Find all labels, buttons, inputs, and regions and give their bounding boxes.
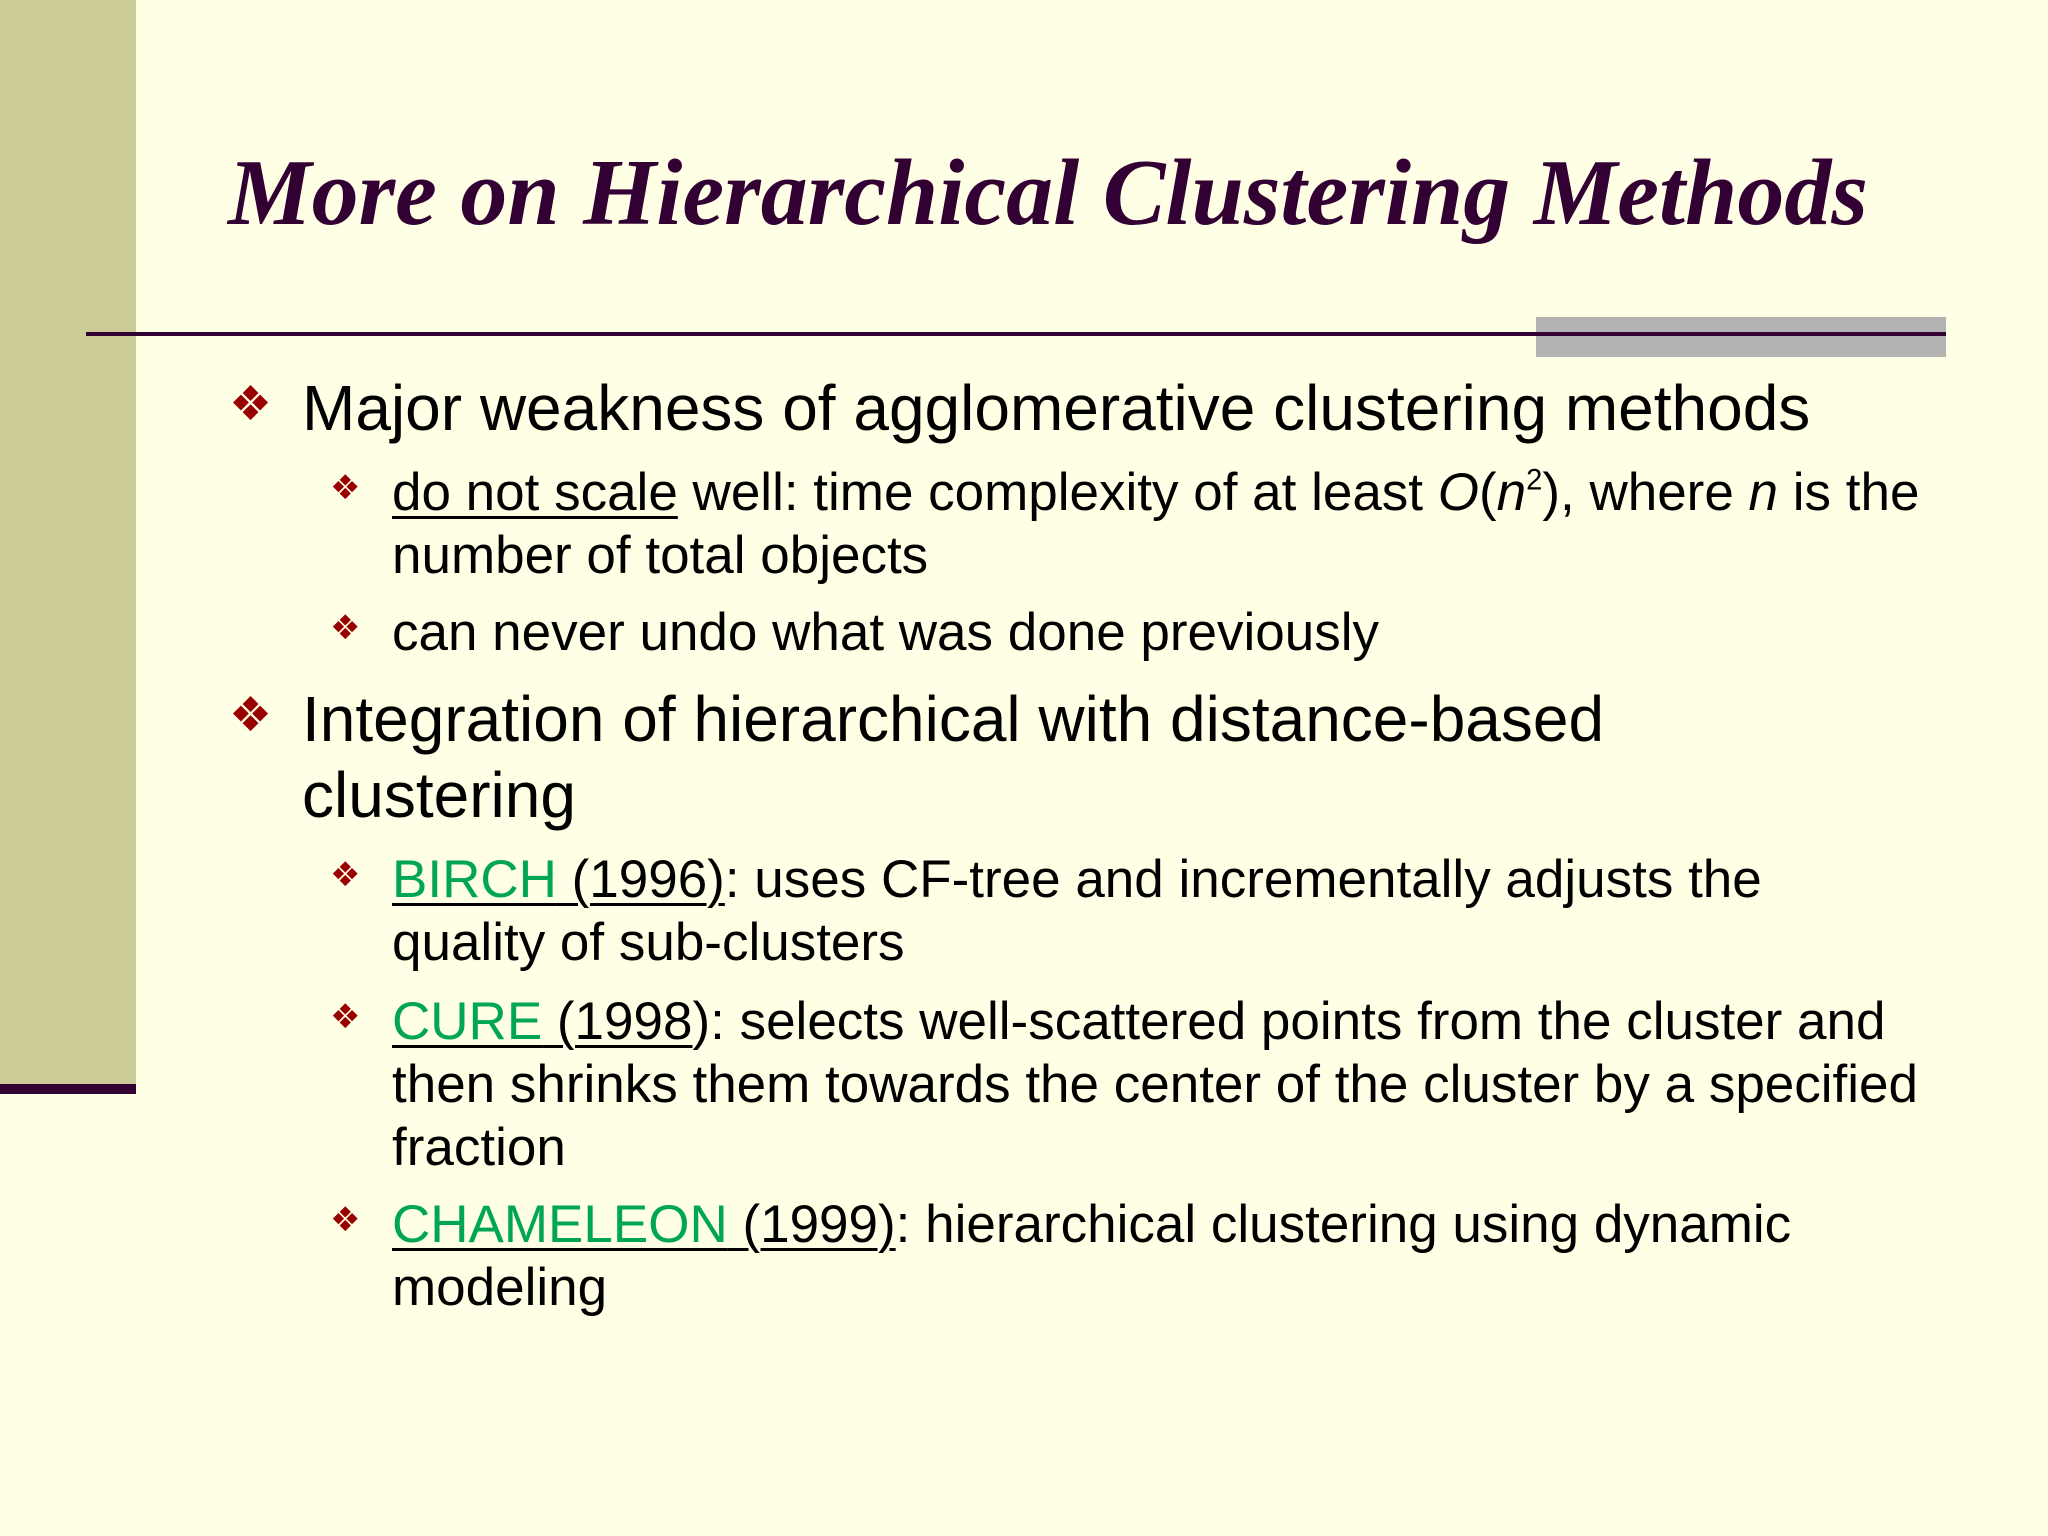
diamond-quad-bullet-icon: ❖: [330, 997, 361, 1037]
slide-title: More on Hierarchical Clustering Methods: [228, 141, 1868, 245]
diamond-quad-bullet-icon: ❖: [330, 468, 361, 508]
diamond-quad-bullet-icon: ❖: [330, 1200, 361, 1240]
sub-bullet-cure: ❖ CURE (1998): selects well-scattered points from the cluster and then shrinks them towards the center of the cluster by a specified fraction: [330, 992, 1919, 1177]
bullet-integration: ❖ Integration of hierarchical with distance-based clustering: [229, 683, 1605, 831]
diamond-quad-bullet-icon: ❖: [330, 855, 361, 895]
bullet-weakness: ❖ Major weakness of agglomerative clustering methods: [229, 372, 1811, 444]
sub-bullet-chameleon: ❖ CHAMELEON (1999): hierarchical clustering using dynamic modeling: [330, 1195, 1792, 1317]
diamond-quad-bullet-icon: ❖: [330, 608, 361, 648]
sub-bullet-birch: ❖ BIRCH (1996): uses CF-tree and incrementally adjusts the quality of sub-clusters: [330, 850, 1762, 972]
sub-bullet-scale: ❖ do not scale well: time complexity of at least $O(n^2)$, where n is the number of total objects: [330, 463, 1920, 585]
diamond-quad-bullet-icon: ❖: [229, 376, 273, 432]
cure-link[interactable]: CURE: [392, 992, 543, 1051]
chameleon-link[interactable]: CHAMELEON: [392, 1195, 728, 1254]
birch-link[interactable]: BIRCH: [392, 850, 557, 909]
diamond-quad-bullet-icon: ❖: [229, 687, 273, 743]
sub-bullet-undo: ❖ can never undo what was done previously: [330, 603, 1379, 662]
